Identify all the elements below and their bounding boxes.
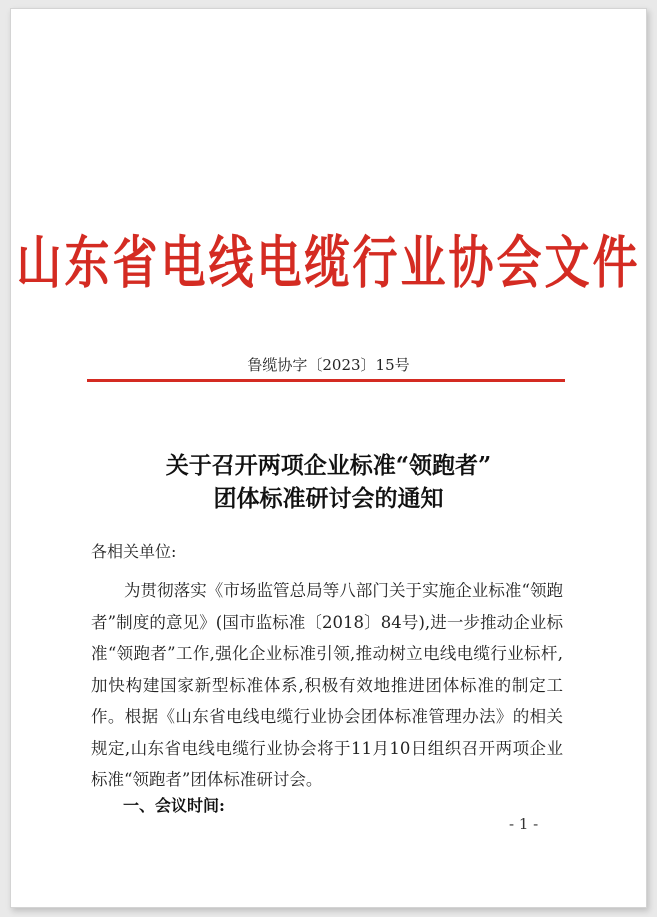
- red-divider-line: [87, 379, 565, 382]
- body-paragraph: 为贯彻落实《市场监管总局等八部门关于实施企业标准“领跑者”制度的意见》(国市监标准〔2018〕84号),进一步推动企业标准“领跑者”工作,强化企业标准引领,推动树立电线电缆行业标杆,加快构建国家新型标准体系,积极有效地推进团体标准的制定工作。根据《山东省电线电缆行业协会团体标准管理办法》的相关规定,山东省电线电缆行业协会将于11月10日组织召开两项企业标准“领跑者”团体标准研讨会。: [91, 581, 563, 789]
- document-page: [10, 8, 647, 908]
- notice-title-line2: 团体标准研讨会的通知: [213, 485, 444, 512]
- salutation: 各相关单位:: [91, 542, 177, 561]
- section-heading-meeting-time: 一、会议时间:: [123, 796, 225, 815]
- page-number: - 1 -: [509, 815, 539, 833]
- header-title: 山东省电线电缆行业协会文件: [16, 229, 641, 296]
- notice-title-line1: 关于召开两项企业标准“领跑者”: [165, 452, 492, 479]
- document-number: 鲁缆协字〔2023〕15号: [247, 356, 410, 374]
- notice-title: [11, 449, 646, 515]
